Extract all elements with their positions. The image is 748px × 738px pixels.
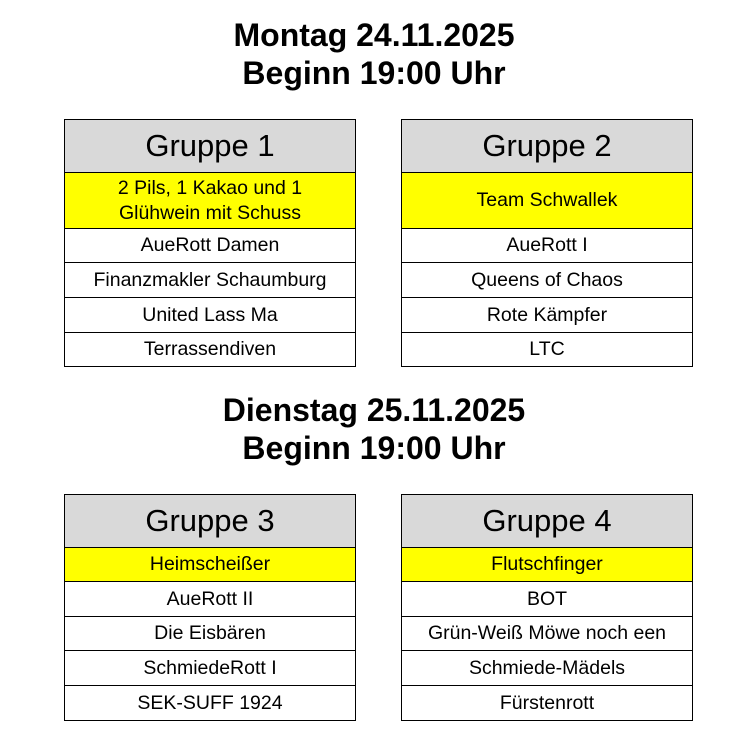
group-title: Gruppe 2 — [402, 120, 692, 173]
team-row: LTC — [529, 338, 565, 360]
group-title: Gruppe 1 — [65, 120, 355, 173]
team-row: Die Eisbären — [65, 617, 355, 651]
team-row: SchmiedeRott I — [65, 651, 355, 686]
day-heading-tuesday — [0, 391, 748, 467]
team-row: AueRott II — [65, 582, 355, 617]
start-time: Beginn 19:00 Uhr — [242, 430, 506, 466]
team-row: Rote Kämpfer — [402, 298, 692, 333]
team-row: SEK-SUFF 1924 — [137, 691, 283, 714]
highlight-team: Heimscheißer — [65, 548, 355, 582]
group-4-table — [401, 494, 693, 721]
group-title: Gruppe 3 — [65, 495, 355, 548]
group-2-table — [401, 119, 693, 367]
team-row: Fürstenrott — [499, 691, 595, 714]
highlight-team: Flutschfinger — [402, 548, 692, 582]
highlight-team-line: 2 Pils, 1 Kakao und 1 — [117, 176, 303, 199]
team-row: United Lass Ma — [65, 298, 355, 333]
group-3-table — [64, 494, 356, 721]
highlight-team: Team Schwallek — [402, 173, 692, 229]
start-time: Beginn 19:00 Uhr — [242, 55, 506, 91]
day-heading-monday — [0, 16, 748, 92]
group-1-table — [64, 119, 356, 367]
team-row: Schmiede-Mädels — [402, 651, 692, 686]
team-row: BOT — [402, 582, 692, 617]
highlight-team — [65, 173, 355, 229]
day-title: Dienstag 25.11.2025 — [222, 392, 526, 428]
highlight-team-line: Glühwein mit Schuss — [118, 201, 302, 224]
group-title: Gruppe 4 — [402, 495, 692, 548]
day-title: Montag 24.11.2025 — [233, 17, 515, 53]
team-row: AueRott Damen — [65, 229, 355, 263]
team-row: Grün-Weiß Möwe noch een — [402, 617, 692, 651]
team-row: Finanzmakler Schaumburg — [65, 263, 355, 298]
team-row: Terrassendiven — [143, 338, 277, 360]
team-row: AueRott I — [402, 229, 692, 263]
team-row: Queens of Chaos — [402, 263, 692, 298]
